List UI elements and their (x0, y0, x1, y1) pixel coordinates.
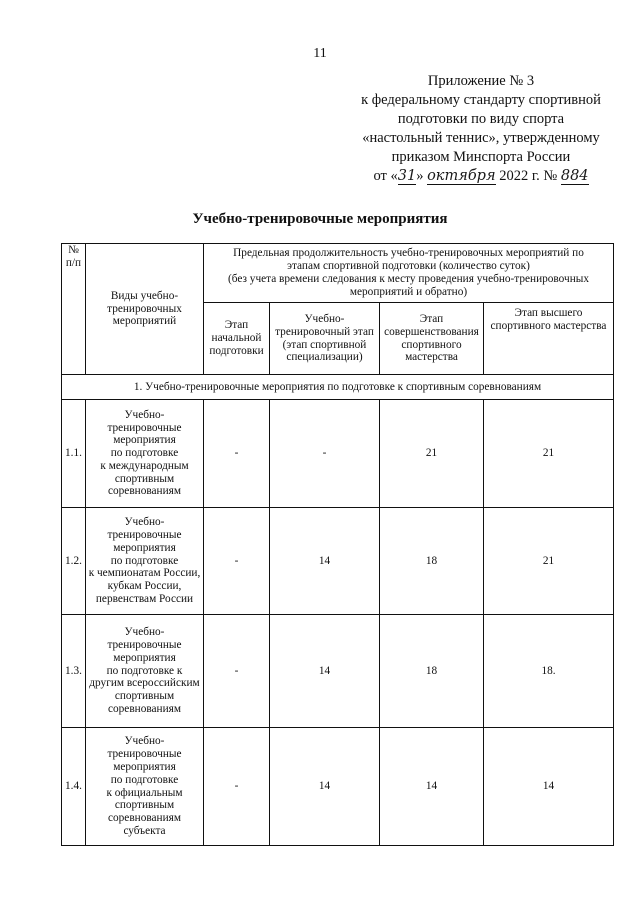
value-higher: 21 (484, 400, 614, 508)
handwritten-month: октября (427, 168, 496, 184)
row-number: 1.3. (62, 615, 86, 728)
value-higher: 18. (484, 615, 614, 728)
section-row (62, 375, 614, 400)
date-prefix: от « (373, 168, 398, 184)
table-row (62, 615, 614, 728)
header-event-kind: Виды учебно- тренировочных мероприятий (86, 244, 204, 375)
document-title: Учебно-тренировочные мероприятия (192, 211, 448, 227)
header-stage-training: Учебно- тренировочный этап (этап спортивной специализации) (270, 303, 380, 375)
row-number: 1.4. (62, 728, 86, 846)
appendix-block (340, 72, 622, 186)
header-duration-group: Предельная продолжительность учебно-тренировочных мероприятий по этапам спортивной подготовки (количество суток) (без учета времени следования к месту проведения учебно-тренировочных мероприятий и обратно) (204, 244, 614, 303)
value-training: 14 (270, 508, 380, 615)
date-mid: » (416, 168, 424, 184)
value-initial: - (204, 728, 270, 846)
value-improvement: 18 (380, 508, 484, 615)
approval-date-line (340, 167, 622, 186)
value-initial: - (204, 615, 270, 728)
value-improvement: 21 (380, 400, 484, 508)
value-training: 14 (270, 728, 380, 846)
row-event-name: Учебно- тренировочные мероприятия по подготовке к другим всероссийским спортивным соревнованиям (86, 615, 204, 728)
row-event-name: Учебно- тренировочные мероприятия по подготовке к официальным спортивным соревнованиям субъекта (86, 728, 204, 846)
row-event-name: Учебно- тренировочные мероприятия по подготовке к чемпионатам России, кубкам России, первенствам России (86, 508, 204, 615)
value-higher: 21 (484, 508, 614, 615)
value-training: 14 (270, 615, 380, 728)
value-initial: - (204, 508, 270, 615)
header-stage-initial: Этап начальной подготовки (204, 303, 270, 375)
value-improvement: 18 (380, 615, 484, 728)
appendix-line: приказом Минспорта России (391, 149, 571, 165)
row-event-name: Учебно- тренировочные мероприятия по подготовке к международным спортивным соревнованиям (86, 400, 204, 508)
header-stage-improvement: Этап совершенствования спортивного мастерства (380, 303, 484, 375)
header-stage-higher: Этап высшего спортивного мастерства (484, 303, 614, 375)
value-improvement: 14 (380, 728, 484, 846)
date-year: 2022 г. № (499, 168, 558, 184)
handwritten-day: 31 (397, 168, 417, 184)
appendix-line: «настольный теннис», утвержденному (362, 130, 600, 146)
header-num: № п/п (62, 244, 86, 375)
appendix-line: к федеральному стандарту спортивной (361, 92, 601, 108)
page-number: 11 (313, 46, 327, 61)
training-events-table (61, 243, 614, 846)
table-row (62, 400, 614, 508)
value-initial: - (204, 400, 270, 508)
row-number: 1.1. (62, 400, 86, 508)
section-title: 1. Учебно-тренировочные мероприятия по подготовке к спортивным соревнованиям (62, 375, 614, 400)
table-row (62, 728, 614, 846)
row-number: 1.2. (62, 508, 86, 615)
handwritten-order-number: 884 (560, 168, 589, 184)
table-header-row (62, 244, 614, 303)
appendix-title: Приложение № 3 (427, 73, 535, 89)
value-higher: 14 (484, 728, 614, 846)
appendix-line: подготовки по виду спорта (397, 111, 565, 127)
value-training: - (270, 400, 380, 508)
table-row (62, 508, 614, 615)
